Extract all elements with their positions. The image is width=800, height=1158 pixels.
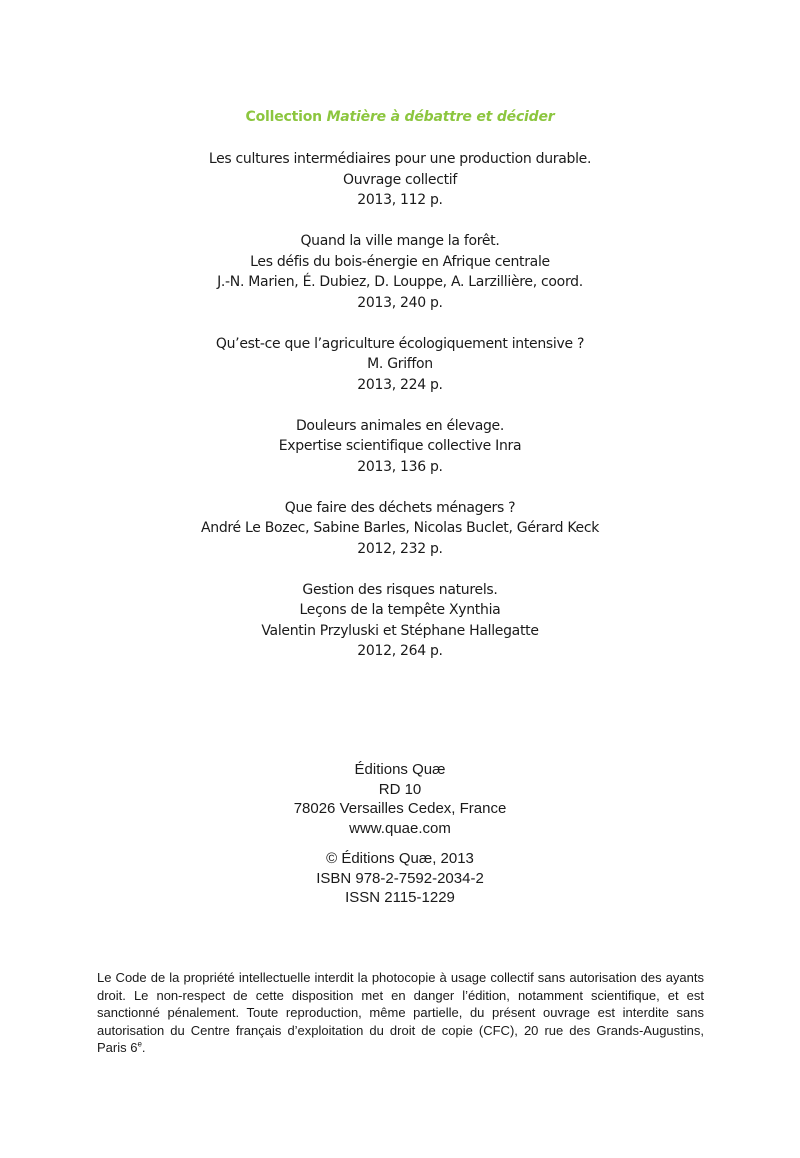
book-title: Les cultures intermédiaires pour une production durable. [208, 151, 592, 167]
book-subtitle: Les défis du bois-énergie en Afrique centrale [250, 253, 550, 270]
book-details: 2012, 232 p. [357, 540, 443, 557]
book-author: Expertise scientifique collective Inra [278, 438, 522, 454]
collection-prefix: Collection [245, 109, 322, 125]
book-title: Douleurs animales en élevage. [295, 417, 505, 434]
book-details: 2013, 224 p. [357, 376, 443, 393]
publisher-block [0, 760, 800, 908]
book-entry [0, 416, 800, 478]
book-list [0, 149, 800, 682]
book-author: André Le Bozec, Sabine Barles, Nicolas Buclet, Gérard Keck [200, 520, 600, 536]
book-entry [0, 334, 800, 396]
legal-notice [97, 969, 704, 1057]
isbn-line: ISBN 978-2-7592-2034-2 [316, 869, 484, 887]
legal-superscript: e [137, 1039, 142, 1049]
book-author: Valentin Przyluski et Stéphane Hallegatte [261, 622, 539, 639]
publisher-website: www.quae.com [349, 819, 451, 837]
publisher-name: Éditions Quæ [354, 761, 446, 778]
issn-line: ISSN 2115-1229 [345, 889, 455, 906]
copyright-line: © Éditions Quæ, 2013 [326, 850, 474, 867]
legal-text: Le Code de la propriété intellectuelle interdit la photocopie à usage collectif sans autorisation des ayants droit. Le non-respect de cette disposition met en danger l’édition, notamment scientifique, et est sanctionné pénalement. Toute reproduction, même partielle, du présent ouvrage est interdite sans autorisation du Centre français d’exploitation du droit de copie (CFC), 20 rue des Grands-Augustins, Paris 6 [97, 970, 704, 1055]
book-title: Gestion des risques naturels. [302, 581, 498, 598]
book-entry [0, 498, 800, 560]
book-entry [0, 231, 800, 313]
book-subtitle: Leçons de la tempête Xynthia [299, 602, 501, 618]
spacer [0, 838, 800, 849]
book-title: Que faire des déchets ménagers ? [284, 499, 516, 516]
publisher-city: 78026 Versailles Cedex, France [293, 800, 507, 817]
book-details: 2013, 240 p. [357, 294, 443, 311]
book-author: Ouvrage collectif [342, 171, 458, 188]
book-details: 2013, 136 p. [357, 458, 443, 475]
book-details: 2013, 112 p. [357, 192, 443, 208]
publisher-road: RD 10 [378, 780, 422, 798]
book-details: 2012, 264 p. [357, 643, 443, 659]
book-entry [0, 149, 800, 211]
book-entry [0, 580, 800, 662]
legal-end: . [141, 1040, 146, 1055]
book-title: Qu’est-ce que l’agriculture écologiquement intensive ? [215, 335, 585, 352]
collection-name: Matière à débattre et décider [326, 109, 555, 125]
book-author: M. Griffon [367, 356, 433, 372]
collection-title [0, 107, 800, 127]
book-author: J.-N. Marien, É. Dubiez, D. Louppe, A. Larzillière, coord. [217, 274, 583, 290]
book-title: Quand la ville mange la forêt. [300, 233, 500, 249]
